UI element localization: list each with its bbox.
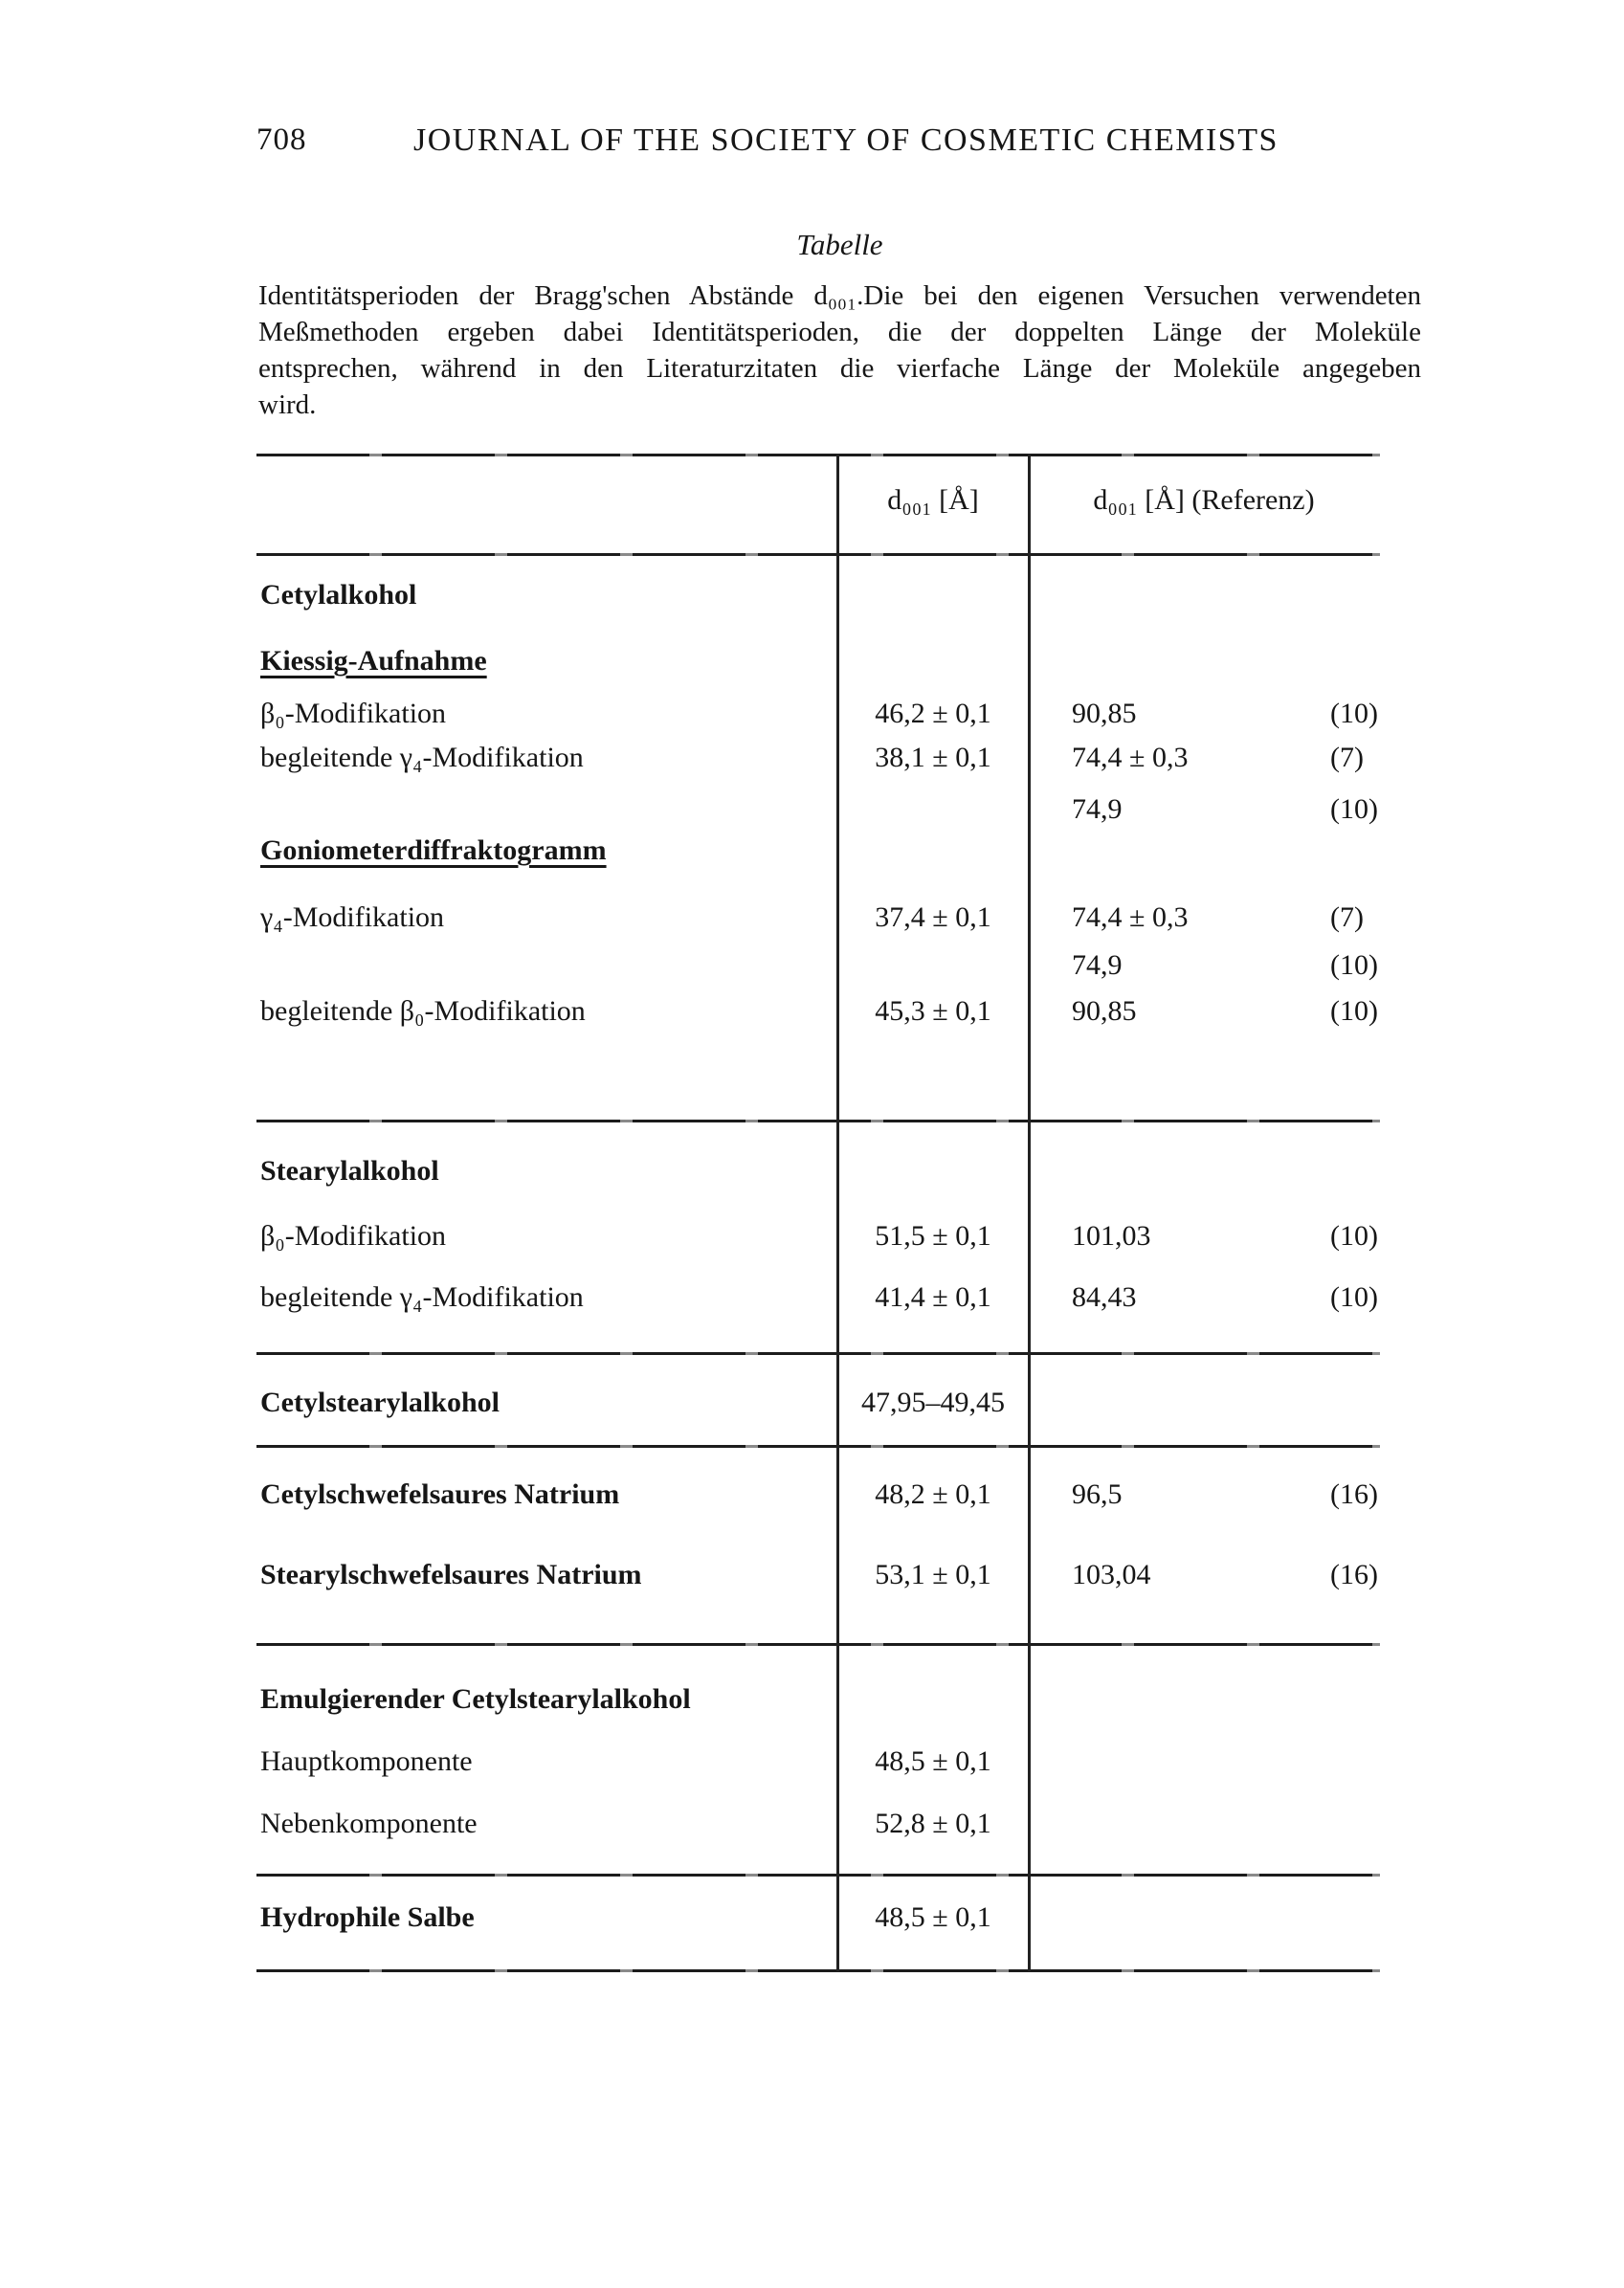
caption-line: Meßmethoden ergeben dabei Identitätsperioden, die der doppelten Länge der Moleküle — [258, 317, 1421, 347]
row-d001-value: 38,1 ± 0,1 — [875, 742, 991, 773]
row-label: Hauptkomponente — [260, 1745, 473, 1777]
row-d001-value: 53,1 ± 0,1 — [875, 1559, 991, 1590]
table-row — [256, 1742, 1380, 1782]
row-ref-value: 103,04 — [1072, 1559, 1151, 1590]
table-row — [256, 1277, 1380, 1318]
table-row — [256, 789, 1380, 830]
table-rule-section — [256, 1445, 1380, 1448]
section-title: Cetylalkohol — [260, 579, 417, 611]
row-d001-value: 48,5 ± 0,1 — [875, 1745, 991, 1777]
row-ref-value: 84,43 — [1072, 1281, 1137, 1313]
table-row — [256, 694, 1380, 734]
row-ref-number: (7) — [1330, 742, 1364, 773]
journal-title: JOURNAL OF THE SOCIETY OF COSMETIC CHEMISTS — [413, 122, 1279, 158]
caption-line: wird. — [258, 389, 317, 420]
table-row — [256, 945, 1380, 986]
row-label: β₀-Modifikation — [260, 698, 447, 729]
row-label: Stearylschwefelsaures Natrium — [260, 1559, 642, 1590]
section-title-row — [256, 1151, 1380, 1191]
row-ref-value: 74,9 — [1072, 949, 1123, 981]
row-ref-number: (16) — [1330, 1478, 1378, 1510]
row-ref-number: (10) — [1330, 698, 1378, 729]
table-row — [256, 738, 1380, 778]
bragg-spacing-table — [256, 454, 1380, 1973]
page-number: 708 — [256, 122, 307, 157]
table-rule-section — [256, 1643, 1380, 1646]
row-label: Hydrophile Salbe — [260, 1901, 475, 1933]
row-ref-value: 101,03 — [1072, 1220, 1151, 1252]
row-ref-value: 74,9 — [1072, 793, 1123, 825]
section-title-row — [256, 1679, 1380, 1720]
row-label: Cetylstearylalkohol — [260, 1387, 500, 1418]
table-rule-section — [256, 1352, 1380, 1355]
row-d001-value: 46,2 ± 0,1 — [875, 698, 991, 729]
row-label: begleitende γ₄-Modifikation — [260, 1281, 584, 1313]
row-d001-value: 47,95–49,45 — [861, 1387, 1005, 1418]
table-rule-bottom — [256, 1969, 1380, 1972]
row-ref-value: 90,85 — [1072, 698, 1137, 729]
row-label: begleitende γ₄-Modifikation — [260, 742, 584, 773]
row-d001-value: 52,8 ± 0,1 — [875, 1808, 991, 1839]
table-caption-title: Tabelle — [796, 228, 883, 261]
row-ref-value: 74,4 ± 0,3 — [1072, 901, 1189, 933]
table-row — [256, 898, 1380, 938]
row-d001-value: 51,5 ± 0,1 — [875, 1220, 991, 1252]
row-label: γ₄-Modifikation — [260, 901, 445, 933]
subsection-title: Goniometerdiffraktogramm — [260, 834, 607, 866]
subsection-title-row — [256, 641, 1380, 681]
row-label: Cetylschwefelsaures Natrium — [260, 1478, 620, 1510]
row-label: Nebenkomponente — [260, 1808, 478, 1839]
row-ref-number: (16) — [1330, 1559, 1378, 1590]
table-row — [256, 1804, 1380, 1844]
row-label: begleitende β₀-Modifikation — [260, 995, 586, 1027]
row-ref-number: (10) — [1330, 1281, 1378, 1313]
table-rule-header-bottom — [256, 553, 1380, 556]
row-ref-value: 96,5 — [1072, 1478, 1123, 1510]
table-row — [256, 1216, 1380, 1256]
table-row — [256, 1383, 1380, 1423]
subsection-title-row — [256, 831, 1380, 871]
row-ref-number: (10) — [1330, 949, 1378, 981]
row-ref-number: (10) — [1330, 1220, 1378, 1252]
section-title: Stearylalkohol — [260, 1155, 439, 1187]
column-header-d001: d₀₀₁ [Å] — [887, 484, 979, 516]
table-caption-text — [258, 278, 1421, 423]
row-d001-value: 48,5 ± 0,1 — [875, 1901, 991, 1933]
caption-line: entsprechen, während in den Literaturzitaten die vierfache Länge der Moleküle angegeben — [258, 353, 1421, 384]
row-d001-value: 45,3 ± 0,1 — [875, 995, 991, 1027]
table-row — [256, 991, 1380, 1032]
table-row — [256, 1555, 1380, 1595]
table-rule-section — [256, 1120, 1380, 1122]
row-d001-value: 48,2 ± 0,1 — [875, 1478, 991, 1510]
row-label: β₀-Modifikation — [260, 1220, 447, 1252]
row-ref-number: (7) — [1330, 901, 1364, 933]
column-header-d001-referenz: d₀₀₁ [Å] (Referenz) — [1093, 484, 1315, 516]
running-head — [0, 122, 1624, 170]
table-row — [256, 1475, 1380, 1515]
table-rule-section — [256, 1874, 1380, 1877]
row-ref-value: 74,4 ± 0,3 — [1072, 742, 1189, 773]
row-ref-number: (10) — [1330, 793, 1378, 825]
subsection-title: Kiessig-Aufnahme — [260, 645, 487, 677]
caption-line: Identitätsperioden der Bragg'schen Abstände d₀₀₁.Die bei den eigenen Versuchen verwendeten — [258, 280, 1421, 311]
row-d001-value: 41,4 ± 0,1 — [875, 1281, 991, 1313]
table-row — [256, 1898, 1380, 1938]
row-ref-value: 90,85 — [1072, 995, 1137, 1027]
section-title: Emulgierender Cetylstearylalkohol — [260, 1683, 691, 1715]
section-title-row — [256, 575, 1380, 615]
row-ref-number: (10) — [1330, 995, 1378, 1027]
row-d001-value: 37,4 ± 0,1 — [875, 901, 991, 933]
table-rule-top — [256, 454, 1380, 456]
